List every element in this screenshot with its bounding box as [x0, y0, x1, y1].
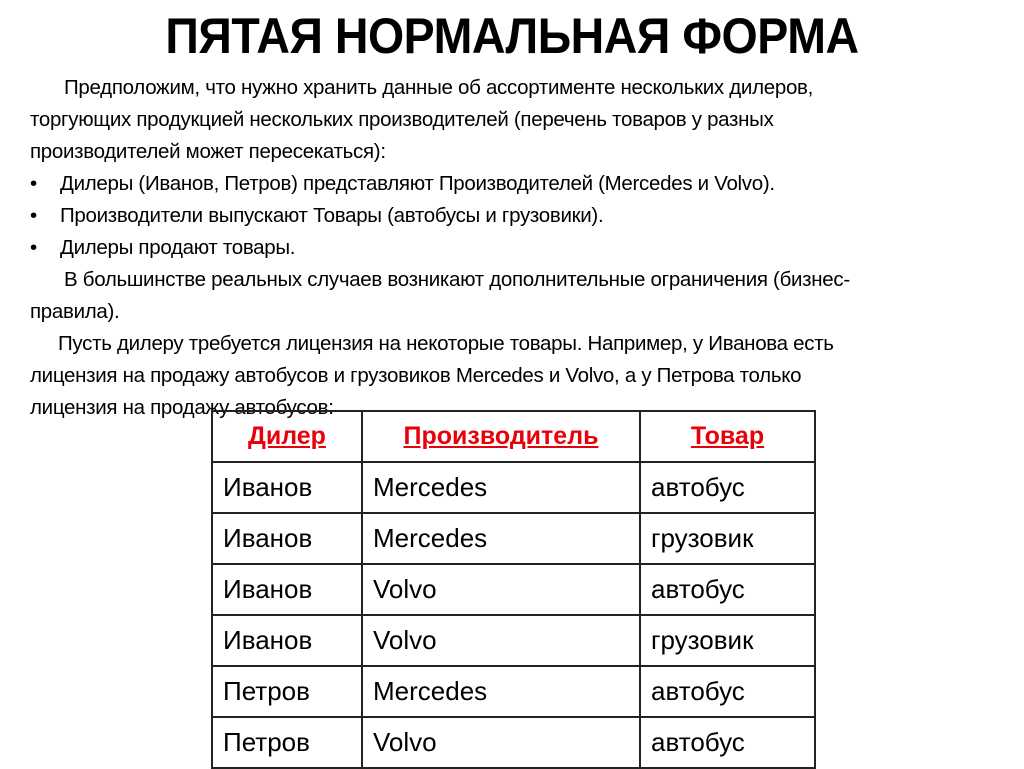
table-row — [212, 564, 815, 615]
cell-product: грузовик — [640, 615, 815, 666]
table-row — [212, 513, 815, 564]
paragraph-1-line-1: Предположим, что нужно хранить данные об ассортименте нескольких дилеров, — [64, 76, 814, 99]
table-row — [212, 666, 815, 717]
slide-title: ПЯТАЯ НОРМАЛЬНАЯ ФОРМА — [165, 8, 859, 64]
bullet-text: Производители выпускают Товары (автобусы и грузовики). — [60, 204, 604, 227]
license-table — [211, 410, 816, 769]
cell-manufacturer: Volvo — [362, 615, 640, 666]
cell-dealer: Иванов — [212, 513, 362, 564]
paragraph-1-line-3: производителей может пересекаться): — [30, 140, 386, 163]
cell-product: автобус — [640, 717, 815, 768]
bullet-icon: • — [30, 204, 37, 227]
cell-dealer: Иванов — [212, 615, 362, 666]
cell-manufacturer: Mercedes — [362, 513, 640, 564]
cell-dealer: Петров — [212, 717, 362, 768]
bullet-text: Дилеры (Иванов, Петров) представляют Производителей (Mercedes и Volvo). — [60, 172, 775, 195]
cell-manufacturer: Mercedes — [362, 462, 640, 513]
paragraph-3-line-3: лицензия на продажу автобусов: — [30, 396, 334, 419]
bullet-item — [30, 168, 1005, 200]
bullet-icon: • — [30, 236, 37, 259]
cell-product: грузовик — [640, 513, 815, 564]
cell-product: автобус — [640, 666, 815, 717]
bullet-icon: • — [30, 172, 37, 195]
bullet-item — [30, 200, 1005, 232]
table-header-row — [212, 411, 815, 462]
paragraph-2-line-1: В большинстве реальных случаев возникают дополнительные ограничения (бизнес- — [64, 268, 850, 291]
paragraph-3-line-2: лицензия на продажу автобусов и грузовиков Mercedes и Volvo, а у Петрова только — [30, 364, 802, 387]
paragraph-1-line-2: торгующих продукцией нескольких производителей (перечень товаров у разных — [30, 108, 774, 131]
paragraph-3-line-1: Пусть дилеру требуется лицензия на некоторые товары. Например, у Иванова есть — [58, 332, 834, 355]
cell-dealer: Иванов — [212, 564, 362, 615]
bullet-text: Дилеры продают товары. — [60, 236, 296, 259]
body-text — [30, 72, 1005, 424]
paragraph-2-line-2: правила). — [30, 300, 120, 323]
column-header-manufacturer: Производитель — [362, 411, 640, 462]
column-header-product: Товар — [640, 411, 815, 462]
column-header-dealer: Дилер — [212, 411, 362, 462]
table-row — [212, 615, 815, 666]
cell-manufacturer: Mercedes — [362, 666, 640, 717]
cell-manufacturer: Volvo — [362, 717, 640, 768]
cell-dealer: Петров — [212, 666, 362, 717]
bullet-item — [30, 232, 1005, 264]
cell-manufacturer: Volvo — [362, 564, 640, 615]
table-row — [212, 462, 815, 513]
cell-dealer: Иванов — [212, 462, 362, 513]
cell-product: автобус — [640, 564, 815, 615]
table-row — [212, 717, 815, 768]
cell-product: автобус — [640, 462, 815, 513]
